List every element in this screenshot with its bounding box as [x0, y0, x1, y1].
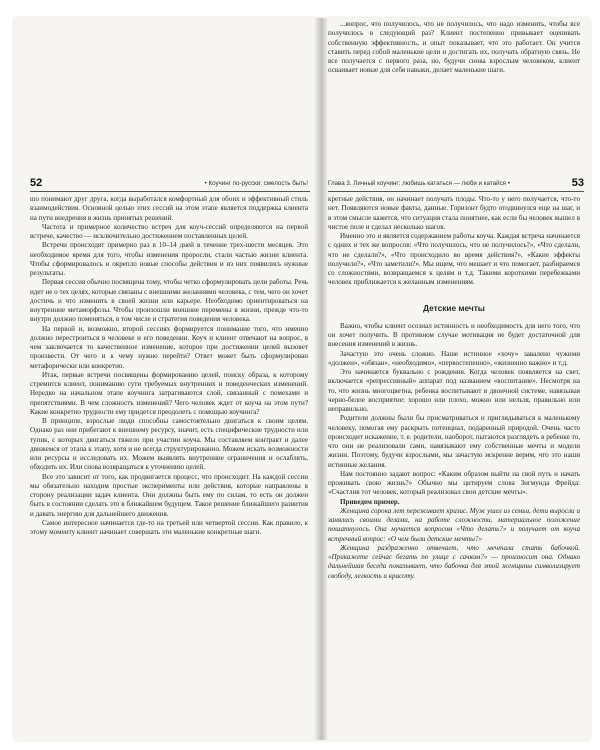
left-paragraph: Все это зависит от того, как продвигается процесс, что происходит. На каждой сессии мы обязательно находим простые эксперименты или действия, которые направлены в сторону реализации задач клиента. Они должны быть ему по силам, то есть он должен быть в состоянии сделать это в ближайшем будущем. Такое решение ближайшего развития и давать энергию для дальнейшего движения. — [30, 472, 308, 518]
left-paragraph: шо понимают друг друга, когда выработался комфортный для обоих и эффективный стиль взаимодействия. Основной целью этих сессий на этом этапе является поддержка клиента на пути внедрения в жизнь принятых решений. — [30, 195, 308, 222]
book-gutter — [314, 18, 328, 740]
section-title: Детские мечты — [423, 302, 485, 313]
right-body-text — [328, 195, 580, 581]
left-paragraph: На первой и, возможно, второй сессиях формируется понимание того, что именно должно перестроиться в человеке и его поведении. Коуч и клиент отвечают на вопрос, в чем заключается то качественное изменение, которое при достижении целей вызовет произвести. От чего и к чему нужно перейти? Ответ может быть сформулирован метафорически или конкретно. — [30, 324, 308, 370]
left-running-head — [30, 176, 310, 192]
left-paragraph: Самое интересное начинается где-то на третьей или четвертой сессии. Как правило, к этому моменту клиент начинает совершать эти маленькие конкретные шаги. — [30, 518, 308, 536]
left-paragraph: Первая сессия обычно посвящена тому, чтобы четко сформулировать цели работы. Речь идет не о тех целях, которые связаны с внешними желаниями человека, с тем, чего он хочет достичь и что изменить в своей жизни или карьере. Необходимо ориентироваться на внутренние метаморфозы. Чтобы произошли внешние перемены в жизни, прежде что-то внутри должно поменяться, в том числе и стратегия поведения человека. — [30, 278, 309, 324]
right-top-paragraph: ...вопрос, что получилось, что не получилось, что надо изменить, чтобы все получилось в следующий раз? Клиент постепенно привыкает оценивать собственную эффективность, и опыт показывает, что это работает. Он учится ставить перед собой маленькие цели и достигать их, получать обратную связь. Не все получается с первого раза, но, будучи снова взрослым человеком, клиент осваивает новые для себя навыки, делает маленькие шаги. — [328, 20, 580, 75]
section-paragraph: Нам постоянно задают вопрос: «Каким образом выйти на свой путь и начать проживать свою жизнь?» Обычно мы цитируем слова Зигмунда Фрейда: «Счастлив тот человек, который реализовал свои детские мечты». — [328, 469, 580, 497]
left-paragraph: Частота и примерное количество встреч для коуч-сессий определяются на первой встрече, качество — исключительно достижением поставленных целей. — [30, 222, 308, 240]
left-running-title-text: Коучинг по-русски: смелость быть! — [208, 180, 308, 187]
right-running-title-text: Глава 3. Личный коучинг: любишь кататься — люби и катайся — [328, 180, 507, 187]
section-paragraph: Родители должны были бы присматриваться и приглядываться к маленькому человеку, помогая ему раскрыть потенциал, подаренный природой. Очень часто происходит искажение, т. е. родители, наоборот, пытаются разглядеть в ребенке то, что они не реализовали сами, навязывают ему собственные мечты и модели жизни. Поэтому, будучи взрослыми, мы зачастую искренне верим, что это наши истинные желания. — [328, 414, 580, 469]
right-page-number: 53 — [571, 177, 584, 189]
book-spread — [14, 18, 590, 740]
left-paragraph: Итак, первые встречи посвящены формированию целей, поиску образа, к которому стремится клиент, пониманию сути требуемых внутренних и поведенческих изменений. Нередко на начальном этапе коучинга затрагиваются слой, связанный с помехами и препятствиями. В чем сложность изменений? Чего человек ждет от коуча на этом пути? Какие конкретно трудности ему придется преодолеть с помощью коучинга? — [30, 370, 308, 416]
section-paragraph: Зачастую это очень сложно. Наше истинное «хочу» завалено чужими «должен», «обязан», «необходимо», «первостепенно», «жизненно важно» и т.д. — [328, 349, 580, 367]
left-body-text — [30, 195, 308, 537]
example-paragraph: Женщина раздраженно отвечает, что мечтала стать бабочкой. «Прикажете сейчас бегать по улице с сачком?» — произносит она. Однако дальнейшая беседа показывает, что бабочка для этой женщины символизирует свободу, легкость и красоту. — [328, 543, 580, 580]
left-page — [14, 18, 314, 740]
left-paragraph: В принципе, взрослые люди способны самостоятельно двигаться к своим целям. Однако раз они прибегают к внешнему ресурсу, значит, есть специфические трудности или тупик, с которых двигаться тяжело при участии коуча. Мы составляем контракт и далее движемся от этапа к этапу, хотя и не всегда структурированно. Можем искать возможности или ресурсы и исследовать их. Можем выявлять внутренние ограничения и ослаблять, обходить их. Или снова возвращаться к уточнению целей. — [30, 417, 308, 472]
right-paragraph: кретные действия, он начинает получать плоды. Что-то у него получается, что-то нет. Появляются новые факты, данные. Горизонт будто отодвинулся еще на шаг, и в этом смысле кажется, что ситуация стала понятнее, как если бы человек вышел в чистое поле и сделал несколько шагов. — [328, 195, 580, 231]
right-running-title — [328, 180, 510, 187]
left-bullet: • — [204, 180, 207, 187]
left-paragraph: Встречи происходят примерно раз в 10–14 дней в течение трех-шести месяцев. Это необходимое время для того, чтобы изменения проросли, стали частью жизни клиента. Чтобы сформировалось и окрепло новые способы действия и из них появились нужные результаты. — [30, 241, 308, 277]
right-paragraph: Именно это и является содержанием работы коуча. Каждая встреча начинается с одних и тех же вопросов: «Что получилось, что не получилось?», «Что сделали, что не сделали?», «Что происходило во время действия?», «Какие эффекты получили?», «Что заметили?». Мы ищем, что мешает и что помогает, разбираемся со сложностями, возвращаемся к целям и т.д. Такими короткими перебежками человек приближается к желанным изменениям. — [328, 232, 580, 287]
example-paragraph: Женщина сорока лет переживает кризис. Муж ушел из семьи, дети выросли и занялись своими делами, на работе сложности, материальное положение пошатнулось. Она мучается вопросом «Что делать?» и получает от коуча встречный вопрос: «О чем были детские мечты?» — [328, 506, 580, 543]
right-running-head — [328, 176, 584, 192]
right-page — [328, 18, 590, 740]
section-paragraph: Это начинается буквально с рождения. Когда человек появляется на свет, включается «репрессивный» аппарат под названием «воспитание». Несмотря на то, что жизнь многоцветна, ребенка воспитывают в двоичной системе, навязывая черно-белое восприятие: хорошо или плохо, можно или нельзя, правильно или неправильно. — [328, 368, 580, 413]
right-top-fragment — [328, 20, 580, 76]
section-paragraph: Важно, чтобы клиент осознал истинность и необходимость для него того, что он хочет получить. В противном случае мотивация не будет достаточной для внесения изменений в жизнь. — [328, 321, 580, 349]
example-label: Приведем пример. — [340, 497, 400, 506]
right-bullet: • — [507, 180, 510, 187]
left-running-title — [205, 180, 308, 187]
left-page-number: 52 — [30, 177, 43, 189]
